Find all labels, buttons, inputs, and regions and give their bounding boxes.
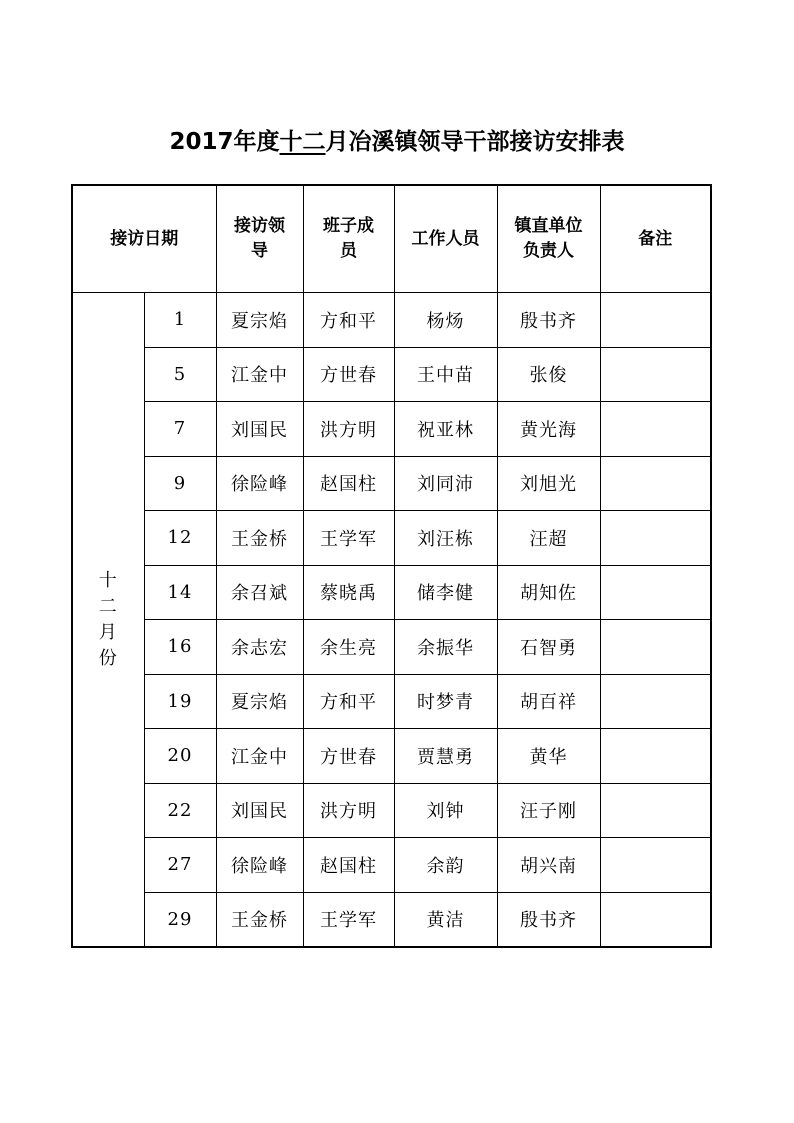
cell-member: 方和平 [303, 293, 394, 348]
header-member-label: 班子成员 [323, 216, 374, 261]
table-row [72, 511, 711, 566]
cell-leader: 刘国民 [216, 402, 303, 457]
cell-leader: 夏宗焰 [216, 674, 303, 729]
table-row [72, 456, 711, 511]
cell-unit-head: 黄华 [497, 729, 600, 784]
cell-unit-head: 胡知佐 [497, 565, 600, 620]
cell-member: 洪方明 [303, 402, 394, 457]
month-label: 十二月份 [98, 569, 118, 669]
cell-member: 王学军 [303, 892, 394, 947]
header-date-label: 接访日期 [110, 228, 179, 249]
header-remarks-label: 备注 [638, 228, 673, 249]
table-row [72, 674, 711, 729]
cell-member: 方世春 [303, 729, 394, 784]
header-staff [394, 185, 497, 293]
cell-day: 12 [144, 511, 216, 566]
header-date [72, 185, 216, 293]
header-unit-head [497, 185, 600, 293]
header-remarks [600, 185, 711, 293]
month-cell [72, 293, 144, 948]
cell-remarks [600, 620, 711, 675]
title-prefix: 2017年度 [169, 129, 280, 155]
cell-day: 5 [144, 347, 216, 402]
cell-remarks [600, 783, 711, 838]
table-row [72, 347, 711, 402]
cell-unit-head: 汪子刚 [497, 783, 600, 838]
cell-leader: 余召斌 [216, 565, 303, 620]
cell-remarks [600, 674, 711, 729]
cell-remarks [600, 456, 711, 511]
cell-staff: 储李健 [394, 565, 497, 620]
cell-member: 蔡晓禹 [303, 565, 394, 620]
cell-remarks [600, 565, 711, 620]
header-row [72, 185, 711, 293]
cell-day: 20 [144, 729, 216, 784]
cell-leader: 江金中 [216, 347, 303, 402]
cell-leader: 刘国民 [216, 783, 303, 838]
cell-staff: 祝亚林 [394, 402, 497, 457]
cell-unit-head: 汪超 [497, 511, 600, 566]
table-row [72, 565, 711, 620]
header-unit-head-label: 镇直单位负责人 [514, 216, 583, 261]
cell-unit-head: 黄光海 [497, 402, 600, 457]
cell-unit-head: 石智勇 [497, 620, 600, 675]
header-leader-label: 接访领导 [234, 216, 285, 261]
cell-remarks [600, 293, 711, 348]
table-row [72, 838, 711, 893]
cell-remarks [600, 347, 711, 402]
cell-remarks [600, 511, 711, 566]
cell-day: 14 [144, 565, 216, 620]
cell-remarks [600, 892, 711, 947]
table-row [72, 402, 711, 457]
cell-leader: 徐险峰 [216, 838, 303, 893]
table-row [72, 892, 711, 947]
cell-staff: 刘钟 [394, 783, 497, 838]
cell-remarks [600, 729, 711, 784]
cell-member: 方和平 [303, 674, 394, 729]
cell-unit-head: 胡百祥 [497, 674, 600, 729]
cell-unit-head: 殷书齐 [497, 293, 600, 348]
cell-staff: 刘汪栋 [394, 511, 497, 566]
cell-staff: 刘同沛 [394, 456, 497, 511]
cell-member: 王学军 [303, 511, 394, 566]
page-title [0, 124, 794, 160]
title-suffix: 月冶溪镇领导干部接访安排表 [325, 129, 625, 155]
cell-staff: 余振华 [394, 620, 497, 675]
cell-day: 19 [144, 674, 216, 729]
cell-day: 9 [144, 456, 216, 511]
cell-leader: 徐险峰 [216, 456, 303, 511]
cell-staff: 余韵 [394, 838, 497, 893]
cell-day: 27 [144, 838, 216, 893]
cell-staff: 贾慧勇 [394, 729, 497, 784]
table-row [72, 729, 711, 784]
cell-staff: 时梦青 [394, 674, 497, 729]
table-row [72, 293, 711, 348]
cell-member: 洪方明 [303, 783, 394, 838]
cell-remarks [600, 402, 711, 457]
cell-member: 赵国柱 [303, 838, 394, 893]
cell-leader: 余志宏 [216, 620, 303, 675]
cell-day: 22 [144, 783, 216, 838]
cell-staff: 杨炀 [394, 293, 497, 348]
cell-unit-head: 胡兴南 [497, 838, 600, 893]
cell-unit-head: 刘旭光 [497, 456, 600, 511]
cell-day: 29 [144, 892, 216, 947]
cell-leader: 江金中 [216, 729, 303, 784]
cell-day: 7 [144, 402, 216, 457]
header-leader [216, 185, 303, 293]
cell-unit-head: 张俊 [497, 347, 600, 402]
cell-unit-head: 殷书齐 [497, 892, 600, 947]
cell-staff: 黄洁 [394, 892, 497, 947]
cell-member: 方世春 [303, 347, 394, 402]
cell-day: 1 [144, 293, 216, 348]
table-row [72, 783, 711, 838]
cell-remarks [600, 838, 711, 893]
header-staff-label: 工作人员 [411, 228, 480, 249]
cell-leader: 夏宗焰 [216, 293, 303, 348]
header-member [303, 185, 394, 293]
schedule-table [71, 184, 712, 948]
cell-member: 赵国柱 [303, 456, 394, 511]
title-month: 十二 [279, 129, 326, 155]
cell-leader: 王金桥 [216, 892, 303, 947]
table-row [72, 620, 711, 675]
cell-staff: 王中苗 [394, 347, 497, 402]
cell-day: 16 [144, 620, 216, 675]
cell-leader: 王金桥 [216, 511, 303, 566]
cell-member: 余生亮 [303, 620, 394, 675]
